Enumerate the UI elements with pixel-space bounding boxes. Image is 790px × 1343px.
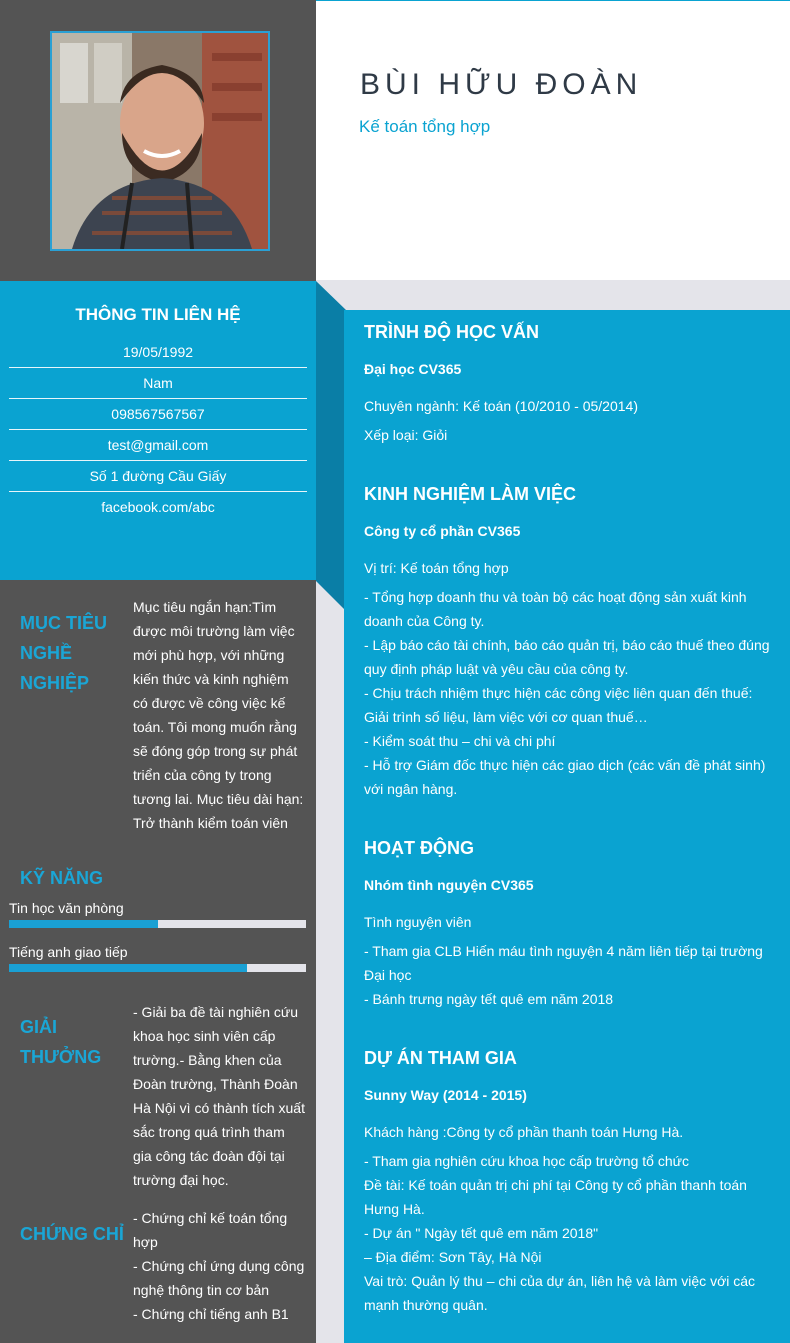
skill-name: Tin học văn phòng [9,900,124,916]
project-line: Đề tài: Kế toán quản trị chi phí tại Công ty cổ phần thanh toán [364,1177,747,1193]
project-details [364,1149,779,1317]
profile-name: BÙI HỮU ĐOÀN [360,68,643,101]
activities-group: Nhóm tình nguyện CV365 [364,877,534,893]
project-name: Sunny Way (2014 - 2015) [364,1087,527,1103]
project-line: – Địa điểm: Sơn Tây, Hà Nội [364,1249,542,1265]
project-line: - Tham gia nghiên cứu khoa học cấp trường tổ chức [364,1153,689,1169]
objective-line: Trở thành kiểm toán viên [133,815,288,831]
skill-bar-fill [9,920,158,928]
awards-label-line: GIẢI [20,1017,58,1037]
skill-bar [9,920,306,928]
contact-address: Số 1 đường Cầu Giấy [9,461,307,492]
project-line: Vai trò: Quản lý thu – chi của dự án, liên hệ và làm việc với các [364,1273,756,1289]
education-school: Đại học CV365 [364,361,462,377]
awards-label [20,1012,101,1072]
objective-line: Mục tiêu ngắn hạn:Tìm [133,599,277,615]
certificate-line: - Chứng chỉ ứng dụng công [133,1258,305,1274]
contact-email[interactable]: test@gmail.com [9,430,307,461]
projects-title: DỰ ÁN THAM GIA [364,1048,517,1068]
objective-line: tương lai. Mục tiêu dài hạn: [133,791,304,807]
contact-section [0,281,316,580]
header [316,0,790,280]
certificate-line: nghệ thông tin cơ bản [133,1282,270,1298]
experience-line: với ngân hàng. [364,781,458,797]
experience-title: KINH NGHIỆM LÀM VIỆC [364,484,577,504]
awards-line: gia công tác đoàn đội tại [133,1148,285,1164]
education-title: TRÌNH ĐỘ HỌC VẤN [364,322,539,342]
awards-line: sắc trong quá trình tham [133,1124,285,1140]
education-major: Chuyên ngành: Kế toán (10/2010 - 05/2014) [364,398,638,414]
experience-line: - Hỗ trợ Giám đốc thực hiện các giao dịch (các vấn đề phát sinh) [364,757,766,773]
skill-bar-fill [9,964,247,972]
experience-line: - Tổng hợp doanh thu và toàn bộ các hoạt động sản xuất kinh [364,589,747,605]
avatar [52,33,268,249]
objective-line: mới phù hợp, với những [133,647,285,663]
right-panel [344,310,790,1343]
experience-details [364,585,779,801]
objective-label-line: NGHIỆP [20,673,90,693]
profile-photo [50,31,270,251]
experience-line: - Chịu trách nhiệm thực hiện các công việc liên quan đến thuế: [364,685,753,701]
skill-name: Tiếng anh giao tiếp [9,944,128,960]
contact-birthday: 19/05/1992 [9,337,307,368]
project-line: - Dự án " Ngày tết quê em năm 2018" [364,1225,599,1241]
experience-line: Giải trình số liệu, làm việc với cơ quan thuế… [364,709,648,725]
skill-bar [9,964,306,972]
awards-line: - Giải ba đề tài nghiên cứu [133,1004,299,1020]
certificate-line: - Chứng chỉ kế toán tổng [133,1210,288,1226]
contact-title: THÔNG TIN LIÊN HỆ [75,305,241,324]
awards-label-line: THƯỞNG [20,1047,102,1067]
awards-line: trường.- Bằng khen của [133,1052,282,1068]
objective-line: triển của công ty trong [133,767,272,783]
objective-label-line: NGHỀ [20,643,73,663]
objective-text [133,595,311,835]
objective-line: toán. Tôi mong muốn rằng [133,719,297,735]
experience-line: - Kiểm soát thu – chi và chi phí [364,733,556,749]
contact-gender: Nam [9,368,307,399]
certificate-line: - Chứng chỉ tiếng anh B1 [133,1306,289,1322]
certificates-text [133,1206,311,1326]
activities-details [364,939,779,1011]
experience-line: - Lập báo cáo tài chính, báo cáo quản trị, báo cáo thuế theo đúng [364,637,770,653]
activity-line: - Bánh trưng ngày tết quê em năm 2018 [364,991,614,1007]
project-line: mạnh thường quân. [364,1297,488,1313]
objective-line: có được về công việc kế [133,695,286,711]
activity-line: - Tham gia CLB Hiến máu tình nguyện 4 năm liên tiếp tại trường [364,943,763,959]
project-line: Hưng Hà. [364,1201,425,1217]
contact-facebook[interactable]: facebook.com/abc [101,499,215,515]
awards-line: trường đại học. [133,1172,229,1188]
objective-line: được môi trường làm việc [133,623,295,639]
experience-company: Công ty cổ phần CV365 [364,523,521,539]
certificates-label: CHỨNG CHỈ [20,1224,124,1244]
activity-line: Đại học [364,967,412,983]
awards-line: Hà Nội vì có thành tích xuất [133,1100,305,1116]
activities-title: HOẠT ĐỘNG [364,838,474,858]
experience-line: quy định pháp luật và yêu cầu của công ty. [364,661,629,677]
awards-line: Đoàn trường, Thành Đoàn [133,1076,298,1092]
objective-label [20,608,107,698]
objective-line: sẽ đóng góp trong sự phát [133,743,298,759]
awards-text [133,1000,311,1192]
experience-line: doanh của Công ty. [364,613,485,629]
experience-position: Vị trí: Kế toán tổng hợp [364,560,509,576]
education-grade: Xếp loại: Giỏi [364,427,448,443]
objective-label-line: MỤC TIÊU [20,613,107,633]
ribbon-fold [316,281,346,611]
awards-line: khoa học sinh viên cấp [133,1028,276,1044]
profile-role: Kế toán tổng hợp [359,117,491,136]
activities-role: Tình nguyện viên [364,914,472,930]
objective-line: kiến thức và kinh nghiệm [133,671,289,687]
certificate-line: hợp [133,1234,158,1250]
project-client: Khách hàng :Công ty cổ phần thanh toán Hưng Hà. [364,1124,684,1140]
left-column [0,0,316,1343]
contact-phone[interactable]: 098567567567 [9,399,307,430]
skills-label: KỸ NĂNG [20,868,104,888]
